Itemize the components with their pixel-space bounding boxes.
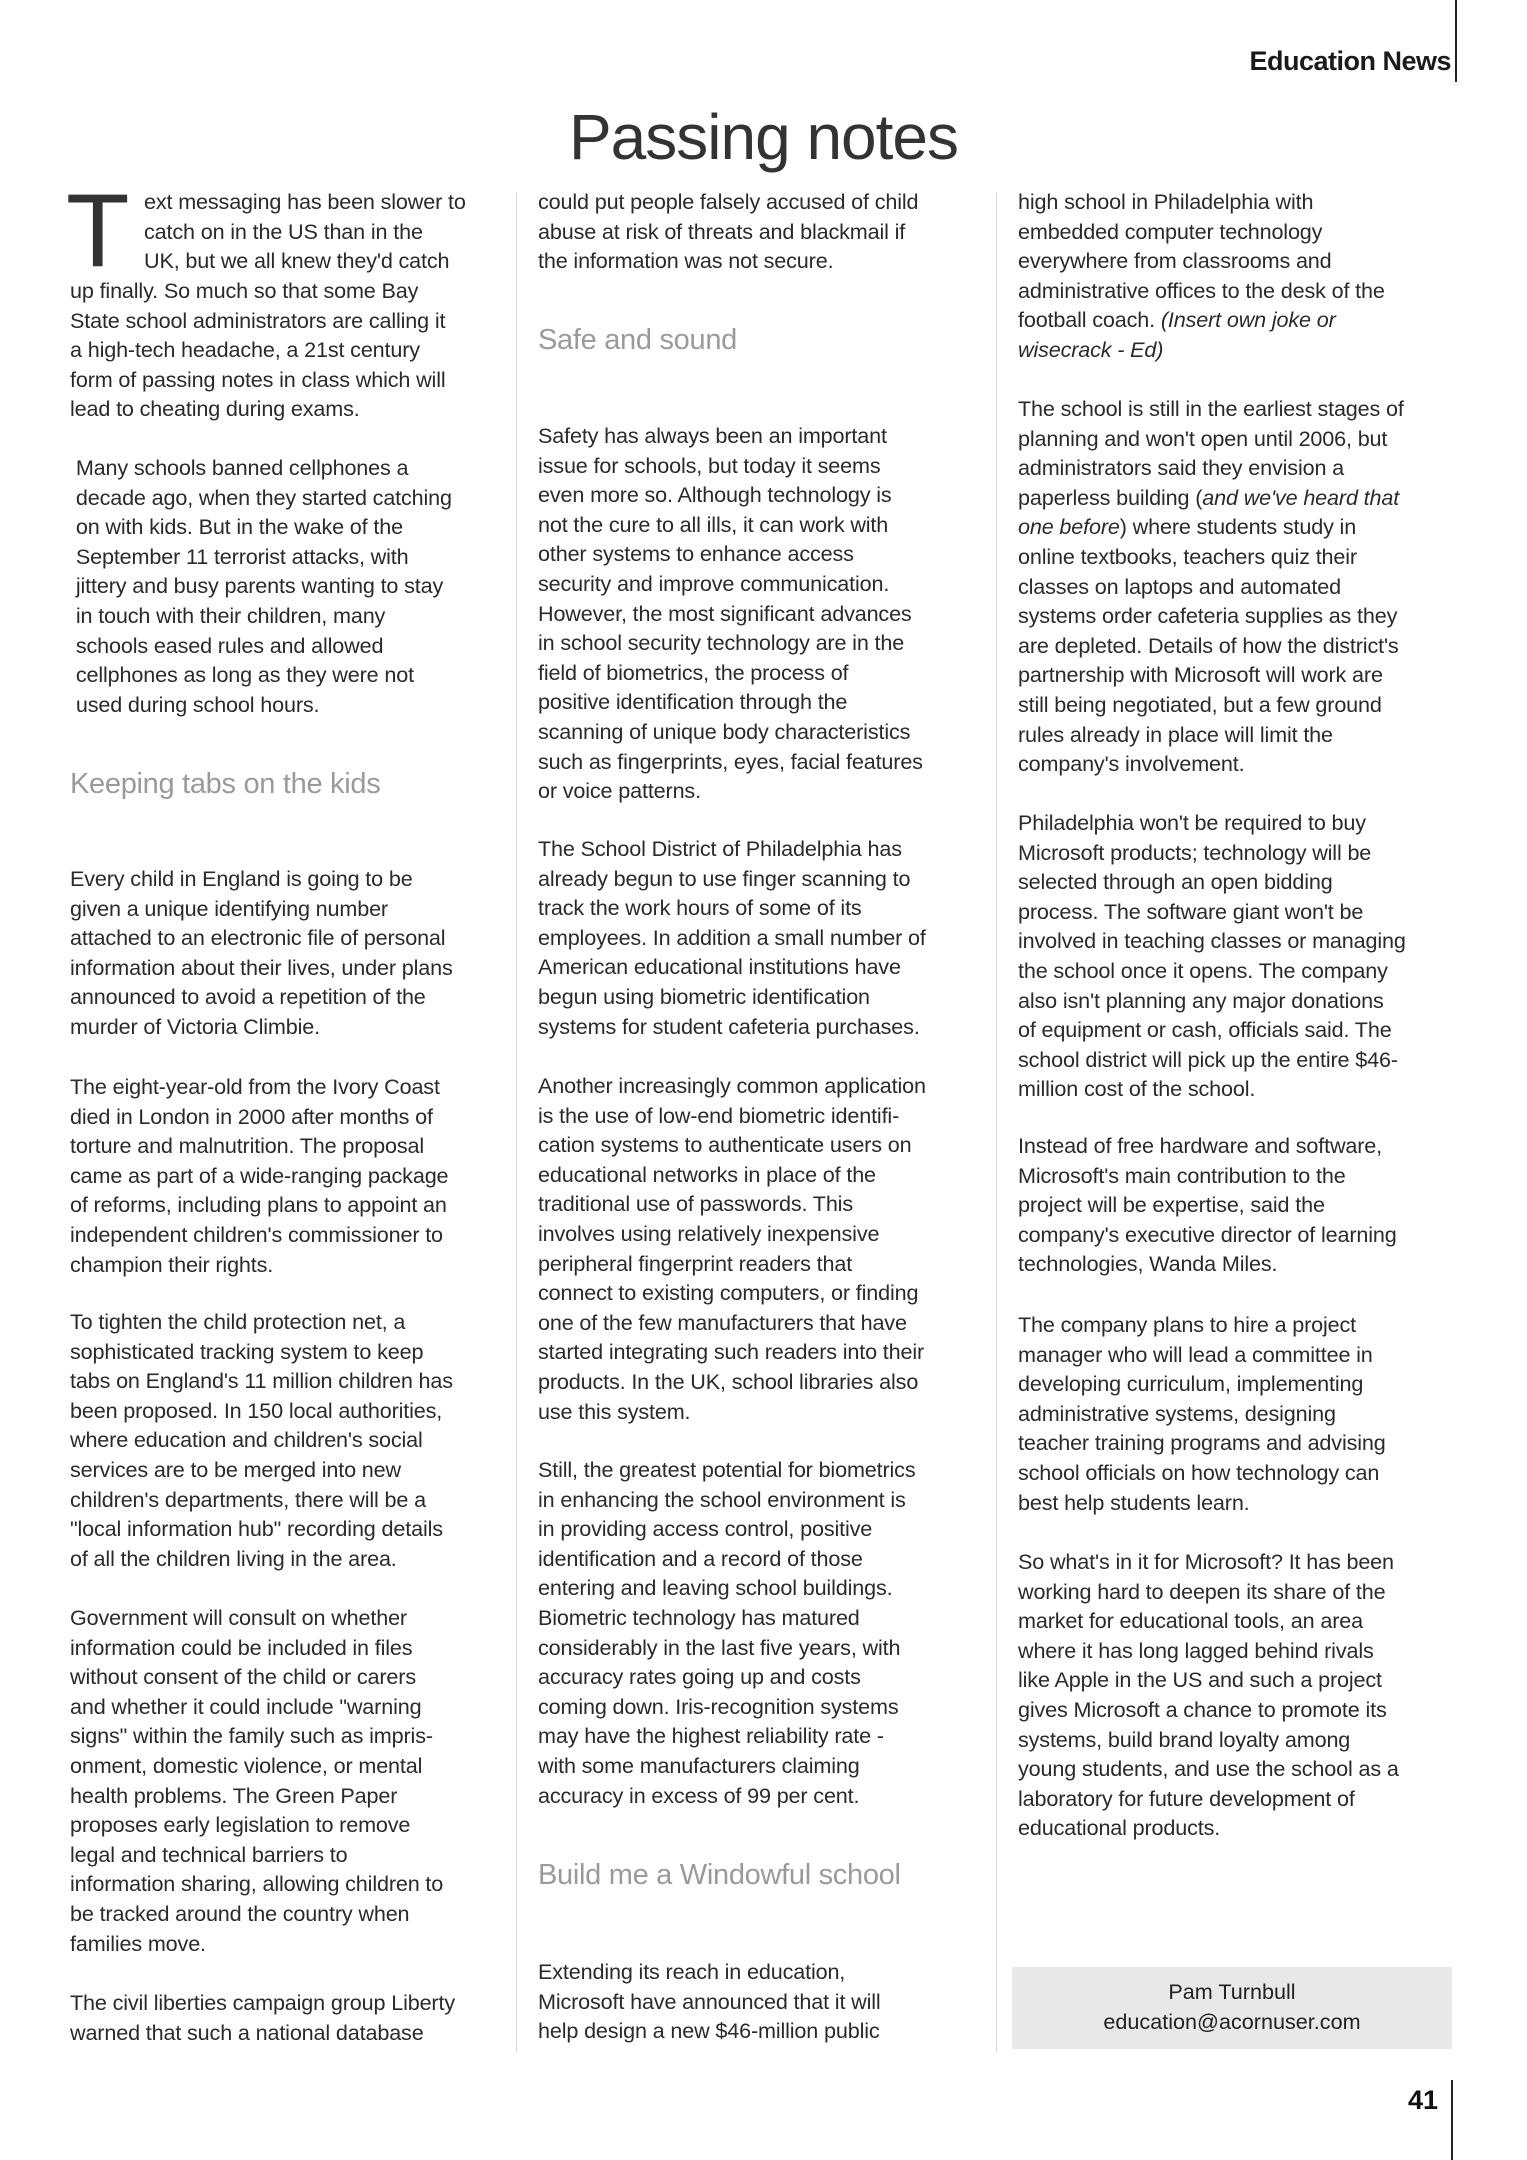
body-paragraph: Every child in England is going to be given a unique identifying number attached to an electronic file of personal information about their lives, under plans announced to avoid a repetition of the murder of Victoria Climbie. [70,866,453,1039]
author-email[interactable]: education@acornuser.com [1103,2009,1361,2034]
body-paragraph: Safety has always been an important issue for schools, but today it seems even more so. Although technology is not the cure to all ills, it can work with other systems to enhance access security and improve communication. However, the most significant advances in school security technology are in the field of biometrics, the process of positive identification through the scanning of unique body characteristics such as fingerprints, eyes, facial features or voice patterns. [538,423,923,804]
subheading: Safe and sound [538,324,737,356]
body-paragraph: Still, the greatest potential for biometrics in enhancing the school environment is in providing access control, positive identification and a record of those entering and leaving school buildings. Biometric technology has matured considerably in the last five years, with accuracy rates going up and costs coming down. Iris-recognition systems may have the highest reliability rate - with some manufacturers claiming accuracy in excess of 99 per cent. [538,1457,916,1808]
body-paragraph: Another increasingly common application is the use of low-end biometric identifi- cation systems to authenticate users on educational networks in place of the traditional use of passwords. This involves using relatively inexpensive peripheral fingerprint readers that connect to existing computers, or finding one of the few manufacturers that have started integrating such readers into their products. In the UK, school libraries also use this system. [538,1073,926,1424]
body-paragraph: The School District of Philadelphia has already begun to use finger scanning to track the work hours of some of its employees. In addition a small number of American educational institutions have begun using biometric identification systems for student cafeteria purchases. [538,836,926,1039]
article-title: Passing notes [568,101,959,173]
body-paragraph [1018,394,1404,779]
text: ) where students study in online textbooks, teachers quiz their classes on laptops and automated systems order cafeteria supplies as they are depleted. Details of how the district's partnership with Microsoft will work are still being negotiated, but a few ground rules already in place will limit the company's involvement. [1018,514,1399,777]
body-paragraph: Many schools banned cellphones a decade ago, when they started catching on with kids. But in the wake of the September 11 terrorist attacks, with jittery and busy parents wanting to stay in touch with their children, many schools eased rules and allowed cellphones as long as they were not used during school hours. [75,455,452,717]
body-paragraph: To tighten the child protection net, a sophisticated tracking system to keep tabs on England's 11 million children has been proposed. In 150 local authorities, where education and children's social services are to be merged into new children's departments, there will be a "local information hub" recording details of all the children living in the area. [70,1309,453,1571]
column-divider [516,192,517,2052]
column-divider [996,192,997,2052]
text: The school is still in the earliest stages of planning and won't open until 2006, but administrators said they envision a paperless building ( [1018,396,1404,510]
drop-cap: T [66,173,130,289]
subheading: Build me a Windowful school [538,1859,901,1891]
body-paragraph: ext messaging has been slower to catch on in the US than in the UK, but we all knew they'd catch [144,189,466,274]
header-rule [1455,0,1457,82]
body-paragraph [1018,187,1385,365]
editor-aside: (Insert own joke or wisecrack - Ed) [1018,307,1336,362]
body-paragraph: Extending its reach in education, Microsoft have announced that it will help design a new $46-million public [538,1959,881,2044]
section-title: Education News [1249,46,1451,76]
text: high school in Philadelphia with embedded computer technology everywhere from classrooms and administrative offices to the desk of the football coach. [1018,189,1385,333]
body-paragraph: up finally. So much so that some Bay State school administrators are calling it a high-tech headache, a 21st century form of passing notes in class which will lead to cheating during exams. [70,278,446,422]
body-paragraph: The company plans to hire a project manager who will lead a committee in developing curriculum, implementing administrative systems, designing teacher training programs and advising school officials on how technology can best help students learn. [1018,1312,1386,1515]
body-paragraph: The eight-year-old from the Ivory Coast died in London in 2000 after months of torture and malnutrition. The proposal came as part of a wide-ranging package of reforms, including plans to appoint an independent children's commissioner to champion their rights. [70,1074,449,1277]
body-paragraph: Philadelphia won't be required to buy Microsoft products; technology will be selected through an open bidding process. The software giant won't be involved in teaching classes or managing the school once it opens. The company also isn't planning any major donations of equipment or cash, officials said. The school district will pick up the entire $46- million cost of the school. [1018,810,1406,1102]
body-paragraph: Government will consult on whether information could be included in files without consent of the child or carers and whether it could include "warning signs" within the family such as impris- onment, domestic violence, or mental health problems. The Green Paper proposes early legislation to remove legal and technical barriers to information sharing, allowing children to be tracked around the country when families move. [70,1605,444,1956]
body-paragraph: The civil liberties campaign group Liberty warned that such a national database [70,1990,455,2045]
body-paragraph: So what's in it for Microsoft? It has been working hard to deepen its share of the market for educational tools, an area where it has long lagged behind rivals like Apple in the US and such a project gives Microsoft a chance to promote its systems, build brand loyalty among young students, and use the school as a laboratory for future development of educational products. [1018,1549,1399,1841]
byline-box [1012,1967,1452,2049]
author-name: Pam Turnbull [1168,1979,1296,2004]
footer-rule [1451,2080,1453,2160]
body-paragraph: Instead of free hardware and software, Microsoft's main contribution to the project will be expertise, said the company's executive director of learning technologies, Wanda Miles. [1018,1133,1397,1277]
editor-aside: and we've heard that one before [1018,484,1400,540]
body-paragraph: could put people falsely accused of child abuse at risk of threats and blackmail if the information was not secure. [538,189,919,274]
subheading: Keeping tabs on the kids [70,768,381,800]
page-number: 41 [1408,2085,1439,2115]
